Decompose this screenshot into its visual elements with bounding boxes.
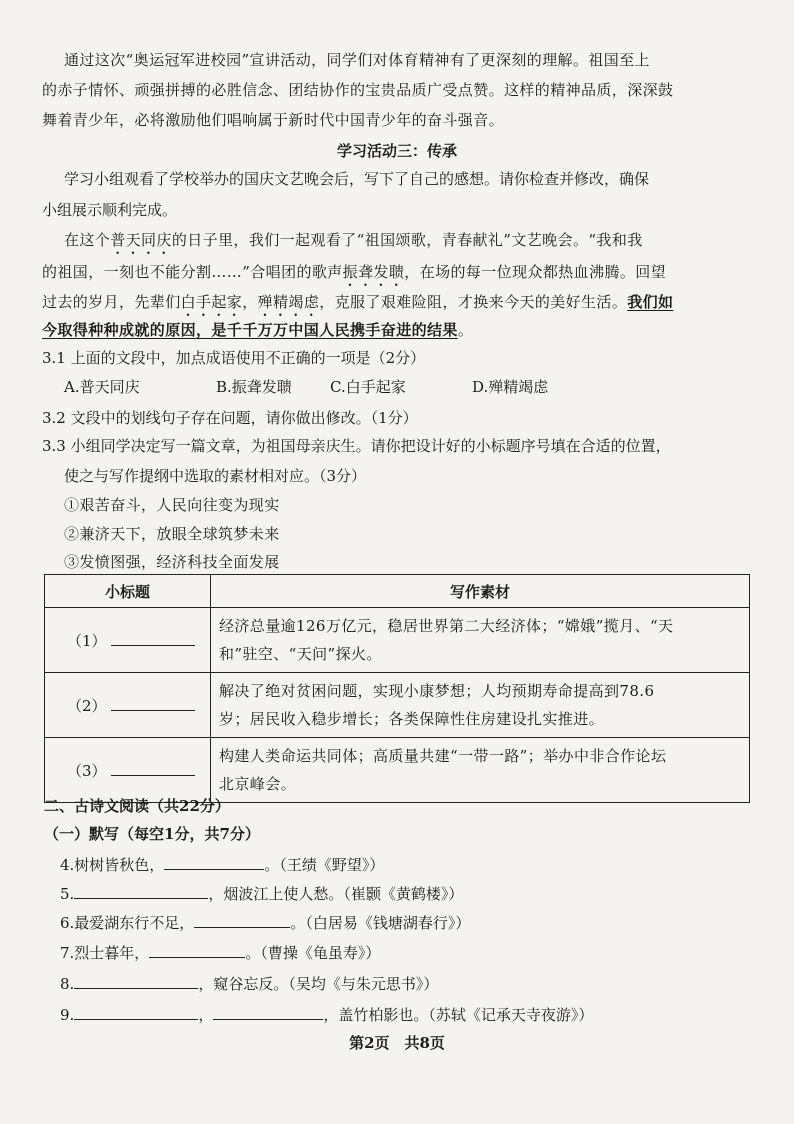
intro-line-3: 舞着青少年，必将激励他们唱响属于新时代中国青少年的奋斗强音。 [42, 111, 505, 129]
passage-text: 过去的岁月，先辈们 [42, 293, 181, 311]
intro-line-2: 的赤子情怀、顽强拼搏的必胜信念、团结协作的宝贵品质广受点赞。这样的精神品质，深深鼓 [42, 81, 674, 99]
row-label-cell [45, 673, 211, 738]
question-text: 。（白居易《钱塘湖春行》） [290, 914, 471, 932]
passage-text: 的日子里，我们一起观看了“祖国颂歌，青春献礼”文艺晚会。“我和我 [171, 231, 643, 249]
table-row [45, 673, 750, 738]
activity3-instruction-1: 学习小组观看了学校举办的国庆文艺晚会后，写下了自己的感想。请你检查并修改，确保 [64, 170, 650, 188]
row-label: （1） [67, 632, 107, 650]
question-text: 5. [60, 885, 75, 903]
intro-line-1: 通过这次“奥运冠军进校园”宣讲活动，同学们对体育精神有了更深刻的理解。祖国至上 [64, 51, 650, 69]
activity3-instruction-2: 小组展示顺利完成。 [42, 201, 178, 219]
answer-blank[interactable] [164, 853, 264, 870]
question-text: 6.最爱湖东行不足， [60, 914, 195, 932]
row-label: （2） [67, 697, 107, 715]
question-text: ， [198, 1006, 214, 1024]
question-3-1: 3.1 上面的文段中，加点成语使用不正确的一项是（2分） [42, 349, 426, 367]
passage-text: 在这个 [64, 231, 111, 249]
row-label-cell [45, 738, 211, 803]
section-2-title: 二、古诗文阅读（共22分） [44, 797, 230, 815]
answer-blank[interactable] [74, 1003, 198, 1020]
subtitle-option-2: ②兼济天下，放眼全球筑梦未来 [64, 525, 280, 543]
passage-line-1 [64, 230, 643, 258]
question-text: 7.烈士暮年， [60, 944, 150, 962]
passage-line-2 [42, 262, 666, 290]
material-cell [211, 608, 750, 673]
answer-blank[interactable] [213, 1003, 323, 1020]
passage-text: ，在场的每一位现众都热血沸腾。回望 [404, 263, 667, 281]
option-d: D.殚精竭虑 [472, 378, 549, 396]
passage-text: 的祖国，一刻也不能分割……”合唱团的歌声 [42, 263, 343, 281]
activity3-title: 学习活动三：传承 [336, 142, 457, 160]
question-text: 。（王绩《野望》） [264, 856, 385, 874]
answer-blank[interactable] [111, 694, 195, 711]
passage-text: ， [242, 293, 258, 311]
table-header-row [45, 575, 750, 608]
question-text: 4.树树皆秋色， [60, 856, 165, 874]
answer-blank[interactable] [74, 882, 208, 899]
question-7 [60, 941, 380, 963]
header-subtitle: 小标题 [45, 575, 211, 608]
question-4 [60, 853, 384, 875]
question-3-3-line-2: 使之与写作提纲中选取的素材相对应。（3分） [64, 467, 367, 485]
material-cell [211, 738, 750, 803]
question-3-2: 3.2 文段中的划线句子存在问题，请你做出修改。（1分） [42, 409, 418, 427]
question-text: ，窥谷忘反。（吴均《与朱元思书》） [198, 975, 439, 993]
question-9 [60, 1003, 593, 1025]
answer-blank[interactable] [74, 972, 198, 989]
passage-text: ，克服了艰难险阻，才换来今天的美好生活。 [319, 293, 628, 311]
dotted-idiom-d: 殚精竭虑 [257, 293, 320, 311]
section-2-subtitle: （一）默写（每空1分，共7分） [44, 825, 260, 843]
material-line: 北京峰会。 [219, 775, 297, 793]
question-8 [60, 972, 438, 994]
material-cell [211, 673, 750, 738]
dotted-idiom-c: 白手起家 [180, 293, 243, 311]
material-line: 岁；居民收入稳步增长；各类保障性住房建设扎实推进。 [219, 710, 605, 728]
subtitle-option-1: ①艰苦奋斗，人民向往变为现实 [64, 496, 280, 514]
passage-line-3 [42, 292, 673, 320]
material-line: 经济总量逾126万亿元，稳居世界第二大经济体；“嫦娥”揽月、“天 [219, 617, 674, 635]
material-line: 构建人类命运共同体；高质量共建“一带一路”；举办中非合作论坛 [219, 747, 667, 765]
row-label: （3） [67, 762, 107, 780]
passage-text: 。 [457, 321, 474, 339]
subtitle-option-3: ③发愤图强，经济科技全面发展 [64, 553, 280, 571]
dotted-idiom-b: 振聋发聩 [342, 263, 405, 281]
option-b: B.振聋发聩 [216, 378, 292, 396]
question-text: 。（曹操《龟虽寿》） [245, 944, 381, 962]
question-text: 9. [60, 1006, 75, 1024]
page-number: 第2页 共8页 [349, 1034, 445, 1052]
table-row [45, 738, 750, 803]
question-5 [60, 882, 463, 904]
option-a: A.普天同庆 [64, 378, 140, 396]
question-text: ，烟波江上使人愁。（崔颢《黄鹤楼》） [208, 885, 464, 903]
answer-blank[interactable] [149, 941, 245, 958]
answer-blank[interactable] [111, 759, 195, 776]
question-6 [60, 911, 470, 933]
writing-material-table [44, 574, 750, 803]
table-row [45, 608, 750, 673]
question-text: 8. [60, 975, 75, 993]
option-c: C.白手起家 [330, 378, 406, 396]
answer-blank[interactable] [111, 629, 195, 646]
material-line: 和”驻空、“天问”探火。 [219, 645, 382, 663]
underlined-sentence: 今取得种种成就的原因，是千千万万中国人民携手奋进的结果 [42, 321, 458, 339]
passage-line-4 [42, 320, 473, 340]
dotted-idiom-a: 普天同庆 [110, 231, 172, 249]
answer-blank[interactable] [194, 911, 290, 928]
material-line: 解决了绝对贫困问题，实现小康梦想；人均预期寿命提高到78.6 [219, 682, 655, 700]
header-material: 写作素材 [211, 575, 750, 608]
question-text: ，盖竹柏影也。（苏轼《记承天寺夜游》） [323, 1006, 594, 1024]
underlined-sentence-start: 我们如 [627, 293, 674, 311]
row-label-cell [45, 608, 211, 673]
question-3-3-line-1: 3.3 小组同学决定写一篇文章，为祖国母亲庆生。请你把设计好的小标题序号填在合适的位置， [42, 437, 671, 455]
